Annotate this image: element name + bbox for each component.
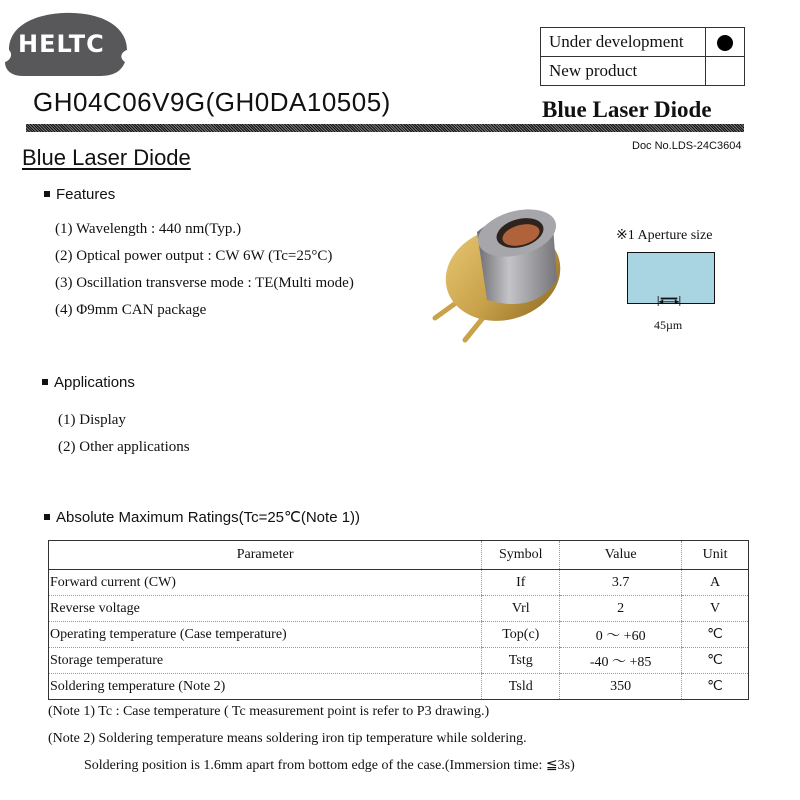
features-heading	[44, 186, 115, 203]
unit-cell: ℃	[682, 674, 749, 700]
value-cell: -40 ～ +85	[560, 648, 682, 674]
dimension-arrow-icon	[655, 296, 683, 306]
parameter-cell: Reverse voltage	[49, 596, 482, 622]
laser-diode-image	[425, 200, 575, 350]
column-header: Unit	[682, 541, 749, 570]
ratings-table	[48, 540, 749, 700]
unit-cell: V	[682, 596, 749, 622]
logo-text: HELTC	[18, 30, 105, 58]
parameter-cell: Operating temperature (Case temperature)	[49, 622, 482, 648]
status-table	[540, 27, 745, 86]
note-2-continued: Soldering position is 1.6mm apart from bottom edge of the case.(Immersion time: ≦3s)	[84, 758, 575, 773]
symbol-cell: Vrl	[482, 596, 560, 622]
aperture-label: ※1 Aperture size	[616, 228, 713, 243]
ratings-heading-text: Absolute Maximum Ratings(Tc=25℃(Note 1))	[56, 509, 361, 526]
feature-item: (2) Optical power output : CW 6W (Tc=25°C)	[55, 248, 333, 264]
features-heading-text: Features	[56, 186, 116, 203]
applications-heading-text: Applications	[54, 374, 135, 391]
status-row-new-product	[541, 57, 745, 86]
table-row	[49, 570, 749, 596]
column-header: Value	[560, 541, 682, 570]
note-1: (Note 1) Tc : Case temperature ( Tc measurement point is refer to P3 drawing.)	[48, 704, 490, 719]
square-bullet-icon	[42, 379, 48, 385]
table-row	[49, 596, 749, 622]
header-rule	[26, 124, 744, 132]
parameter-cell: Forward current (CW)	[49, 570, 482, 596]
symbol-cell: Top(c)	[482, 622, 560, 648]
ratings-heading	[44, 508, 360, 526]
product-name: Blue Laser Diode	[542, 97, 712, 122]
status-label: New product	[541, 57, 706, 86]
symbol-cell: If	[482, 570, 560, 596]
note-2: (Note 2) Soldering temperature means soldering iron tip temperature while soldering.	[48, 731, 527, 746]
part-number: GH04C06V9G(GH0DA10505)	[33, 87, 391, 117]
value-cell: 3.7	[560, 570, 682, 596]
square-bullet-icon	[44, 514, 50, 520]
status-marker	[706, 28, 745, 57]
status-label: Under development	[541, 28, 706, 57]
applications-heading	[42, 374, 135, 391]
symbol-cell: Tstg	[482, 648, 560, 674]
square-bullet-icon	[44, 191, 50, 197]
table-row	[49, 648, 749, 674]
column-header: Parameter	[49, 541, 482, 570]
unit-cell: ℃	[682, 622, 749, 648]
feature-item: (3) Oscillation transverse mode : TE(Multi mode)	[55, 275, 354, 291]
table-row	[49, 622, 749, 648]
column-header: Symbol	[482, 541, 560, 570]
doc-number: Doc No.LDS-24C3604	[632, 140, 742, 152]
table-header-row	[49, 541, 749, 570]
status-marker	[706, 57, 745, 86]
filled-circle-icon	[717, 35, 733, 51]
status-row-under-development	[541, 28, 745, 57]
aperture-width: 45µm	[654, 318, 683, 332]
unit-cell: A	[682, 570, 749, 596]
parameter-cell: Storage temperature	[49, 648, 482, 674]
table-row	[49, 674, 749, 700]
symbol-cell: Tsld	[482, 674, 560, 700]
application-item: (2) Other applications	[58, 439, 190, 455]
value-cell: 350	[560, 674, 682, 700]
feature-item: (1) Wavelength : 440 nm(Typ.)	[55, 221, 242, 237]
value-cell: 2	[560, 596, 682, 622]
unit-cell: ℃	[682, 648, 749, 674]
parameter-cell: Soldering temperature (Note 2)	[50, 678, 226, 694]
feature-item: (4) Φ9mm CAN package	[55, 302, 207, 318]
value-cell: 0 ～ +60	[560, 622, 682, 648]
application-item: (1) Display	[58, 412, 126, 428]
section-title: Blue Laser Diode	[22, 145, 191, 170]
